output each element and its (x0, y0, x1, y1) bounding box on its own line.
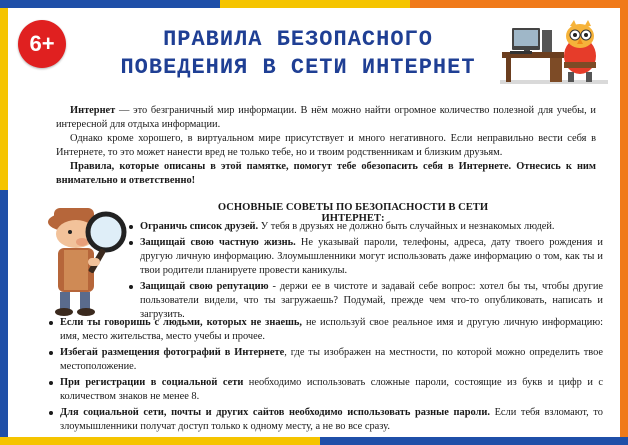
age-rating-badge: 6+ (18, 20, 66, 68)
tip-4-title: Если ты говоришь с людьми, которых не знаешь, (60, 317, 303, 328)
list-item (48, 406, 603, 434)
intro-paragraph-1-text: — это безграничный мир информации. В нём можно найти огромное количество полезной для учебы, и интересной для отдыха информации. (56, 105, 596, 130)
section-heading: ОСНОВНЫЕ СОВЕТЫ ПО БЕЗОПАСНОСТИ В СЕТИ ИНТЕРНЕТ: (217, 202, 489, 224)
tip-3-text: - держи ее в чистоте и задавай себе вопрос: хотел бы ты, чтобы другие пользователи видели, что ты загружаешь? Подумай, прежде чем что-то опубликовать, написать и загрузить. (140, 281, 603, 320)
frame-top-yellow (220, 0, 410, 8)
intro-term: Интернет (70, 105, 116, 116)
list-item (48, 376, 603, 404)
list-item (48, 346, 603, 374)
tip-6-text: необходимо использовать сложные пароли, состоящие из букв и цифр и с количеством знаков не менее 8. (60, 377, 603, 402)
tip-7-title: Для социальной сети, почты и других сайтов необходимо использовать разные пароли. (60, 407, 490, 418)
tip-3-title: Защищай свою репутацию (140, 281, 269, 292)
intro-paragraph-3 (56, 160, 596, 188)
frame-top-orange (410, 0, 628, 8)
frame-left-blue (0, 190, 8, 445)
tip-5-text: , где ты изображен на местности, по которой можно определить твое местоположение. (60, 347, 603, 372)
detective-with-magnifier-illustration (36, 198, 131, 318)
frame-top-blue (0, 0, 220, 8)
list-item (128, 220, 603, 234)
tip-1-title: Ограничь список друзей. (140, 221, 259, 232)
tips-list-bottom (48, 316, 603, 436)
tips-list-top (128, 220, 603, 324)
frame-bottom-yellow (0, 437, 320, 445)
tip-7-text: Если тебя взломают, то злоумышленники получат доступ только к одному месту, а не во все сразу. (60, 407, 603, 432)
tip-4-text: не используй свое реальное имя и другую личную информацию: имя, место жительства, место учебы и прочее. (60, 317, 604, 342)
page-title (78, 26, 518, 82)
intro-paragraph-3-text: Правила, которые описаны в этой памятке, помогут тебе обезопасить себя в Интернете. Отнесись к ним внимательно и ответственно! (56, 161, 596, 186)
poster (8, 8, 620, 437)
owl-at-computer-illustration (498, 18, 610, 90)
intro-text (56, 104, 596, 188)
tip-2-title: Защищай свою частную жизнь. (140, 237, 296, 248)
title-line-1: ПРАВИЛА БЕЗОПАСНОГО (163, 27, 433, 52)
tip-5-title: Избегай размещения фотографий в Интернете (60, 347, 285, 358)
intro-paragraph-2: Однако кроме хорошего, в виртуальном мире присутствует и много негативного. Если неправильно вести себя в Интернете, то это может нанести вред не только тебе, но и твоим родственникам и близким друзьям. (56, 133, 596, 158)
frame-right-orange (620, 8, 628, 445)
intro-paragraph-1 (56, 104, 596, 132)
list-item (128, 236, 603, 278)
frame-bottom-blue (320, 437, 628, 445)
tip-1-text: У тебя в друзьях не должно быть случайных и незнакомых людей. (258, 221, 555, 232)
title-line-2: ПОВЕДЕНИЯ В СЕТИ ИНТЕРНЕТ (120, 55, 476, 80)
list-item (48, 316, 603, 344)
tip-2-text: Не указывай пароли, телефоны, адреса, дату твоего рождения и другую личную информацию. Злоумышленники могут использовать даже информацию о том, как ты и твои родители планируете провести каникулы. (140, 237, 603, 276)
tip-6-title: При регистрации в социальной сети (60, 377, 244, 388)
